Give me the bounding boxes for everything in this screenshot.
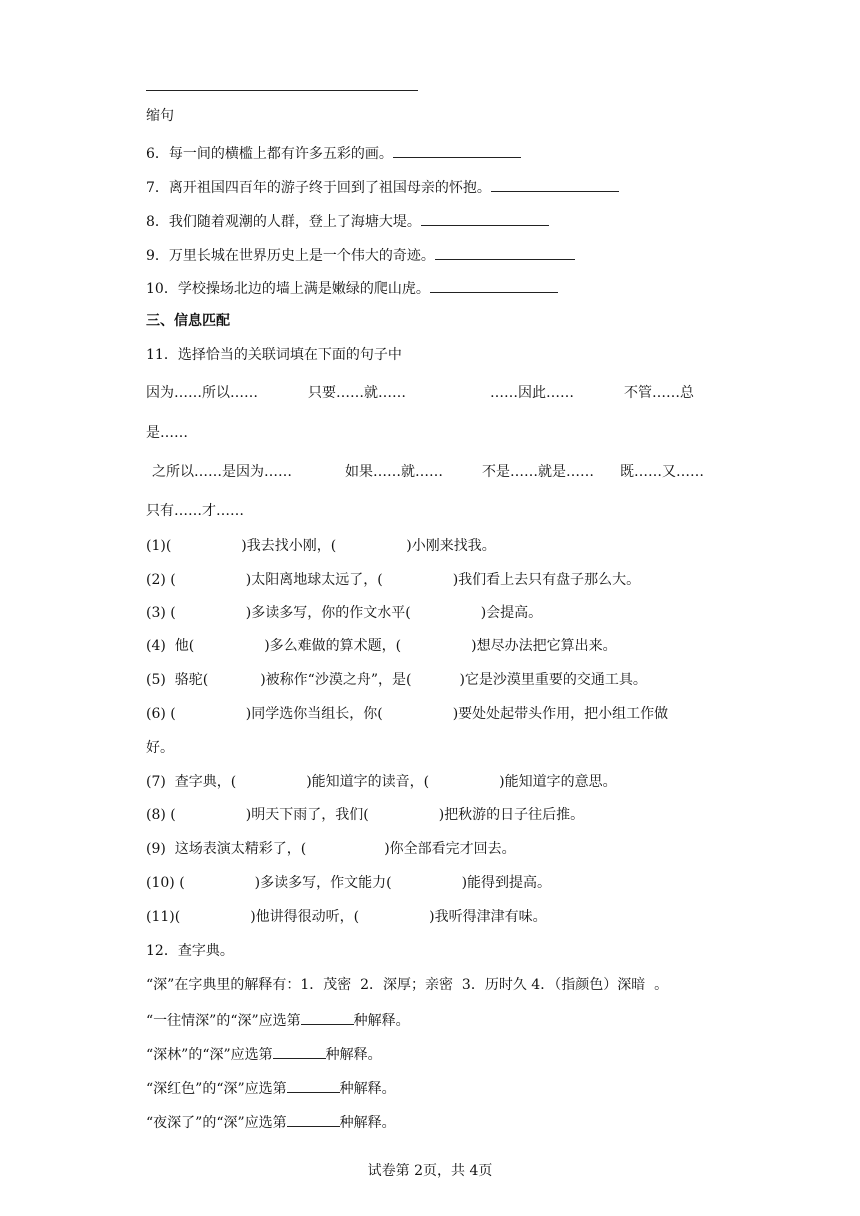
item-text: 8．我们随着观潮的人群，登上了海塘大堤。 <box>146 214 421 230</box>
item-text: 6．每一间的横槛上都有许多五彩的画。 <box>146 146 393 162</box>
question-11-item <box>146 806 584 824</box>
section-heading: 缩句 <box>146 108 174 124</box>
item-text: (7) 查字典，( <box>146 774 237 790</box>
item-text: (4) 他( <box>146 638 195 654</box>
question-11-item <box>146 537 496 555</box>
item-text: )我们看上去只有盘子那么大。 <box>452 572 641 588</box>
item-text: “一往情深”的“深”应选第 <box>146 1013 301 1029</box>
question-12-line <box>146 1010 410 1030</box>
item-text: )能知道字的意思。 <box>499 774 617 790</box>
answer-blank[interactable] <box>421 211 549 226</box>
item-text: (5) 骆驼( <box>146 672 209 688</box>
item-text: 种解释。 <box>325 1047 382 1063</box>
question-12-line <box>146 1078 396 1098</box>
question-12-line <box>146 1044 382 1064</box>
conjunction-option: 只要……就…… <box>308 385 406 401</box>
item-text: )明天下雨了，我们( <box>245 807 369 823</box>
item-text: )他讲得很动听，( <box>250 909 360 925</box>
answer-blank[interactable] <box>430 278 558 293</box>
conjunction-option: 只有……才…… <box>146 503 244 519</box>
conjunction-option: 之所以……是因为…… <box>152 464 292 480</box>
item-text: (8) ( <box>146 807 176 823</box>
conjunction-option: ……因此…… <box>490 385 574 401</box>
item-text: (6) ( <box>146 706 176 722</box>
answer-blank[interactable] <box>287 1112 340 1127</box>
answer-blank[interactable] <box>301 1010 354 1025</box>
item-text: )小刚来找我。 <box>406 538 496 554</box>
item-text: “深林”的“深”应选第 <box>146 1047 273 1063</box>
shrink-item-7 <box>146 177 619 197</box>
conjunction-option: 既……又…… <box>620 464 704 480</box>
question-11-item <box>146 571 640 589</box>
question-11-prompt: 11．选择恰当的关联词填在下面的句子中 <box>146 347 402 363</box>
item-text: (10) ( <box>146 875 185 891</box>
question-11-item <box>146 671 647 689</box>
item-text: (11)( <box>146 909 181 925</box>
question-11-item <box>146 705 668 723</box>
item-text: 10．学校操场北边的墙上满是嫩绿的爬山虎。 <box>146 281 430 297</box>
item-text: (1)( <box>146 538 172 554</box>
item-text: 7．离开祖国四百年的游子终于回到了祖国母亲的怀抱。 <box>146 180 491 196</box>
question-12-prompt: 12．查字典。 <box>146 943 234 959</box>
question-12-line <box>146 1112 396 1132</box>
question-11-item <box>146 840 516 858</box>
question-11-item <box>146 637 617 655</box>
item-text: )被称作“沙漠之舟”，是( <box>260 672 412 688</box>
item-text: )它是沙漠里重要的交通工具。 <box>459 672 647 688</box>
item-text: )能得到提高。 <box>461 875 552 891</box>
section-heading: 三、信息匹配 <box>146 313 230 329</box>
shrink-item-8 <box>146 211 549 231</box>
item-text: )会提高。 <box>480 605 543 621</box>
answer-blank[interactable] <box>491 177 619 192</box>
item-text: (9) 这场表演太精彩了，( <box>146 841 307 857</box>
item-text: “深红色”的“深”应选第 <box>146 1081 287 1097</box>
item-text: )想尽办法把它算出来。 <box>471 638 617 654</box>
item-text: )多读多写，作文能力( <box>254 875 392 891</box>
conjunction-option: 如果……就…… <box>345 464 443 480</box>
item-text: )太阳离地球太远了，( <box>245 572 383 588</box>
answer-blank[interactable] <box>435 245 575 260</box>
conjunction-option: 不管……总 <box>624 385 694 401</box>
item-text: )我去找小刚，( <box>241 538 337 554</box>
page-footer: 试卷第 2页，共 4页 <box>367 1163 493 1179</box>
question-11-item <box>146 604 542 622</box>
item-text: )我听得津津有味。 <box>429 909 547 925</box>
item-text: )同学选你当组长，你( <box>245 706 383 722</box>
shrink-item-9 <box>146 245 575 265</box>
item-text: 种解释。 <box>353 1013 410 1029</box>
item-text: )多读多写，你的作文水平( <box>245 605 411 621</box>
conjunction-option: 因为……所以…… <box>146 385 258 401</box>
shrink-item-6 <box>146 143 521 163</box>
conjunction-option: 不是……就是…… <box>482 464 594 480</box>
answer-blank[interactable] <box>287 1078 340 1093</box>
item-text: “夜深了”的“深”应选第 <box>146 1115 287 1131</box>
item-text: )你全部看完才回去。 <box>384 841 516 857</box>
question-11-item-wrap: 好。 <box>146 740 174 756</box>
question-11-item <box>146 874 551 892</box>
item-text: )多么难做的算术题，( <box>264 638 402 654</box>
answer-blank[interactable] <box>393 143 521 158</box>
question-12-definition: “深”在字典里的解释有：1．茂密 2．深厚；亲密 3．历时久 4．（指颜色）深暗 。 <box>146 977 669 993</box>
item-text: )要处处起带头作用，把小组工作做 <box>452 706 669 722</box>
item-text: 种解释。 <box>339 1115 396 1131</box>
shrink-item-10 <box>146 278 558 298</box>
answer-blank[interactable] <box>273 1044 326 1059</box>
conjunction-option-wrap: 是…… <box>146 425 188 441</box>
item-text: (2) ( <box>146 572 176 588</box>
answer-line <box>146 90 418 91</box>
question-11-item <box>146 773 617 791</box>
item-text: )把秋游的日子往后推。 <box>438 807 585 823</box>
item-text: (3) ( <box>146 605 176 621</box>
question-11-item <box>146 908 547 926</box>
item-text: 种解释。 <box>339 1081 396 1097</box>
item-text: )能知道字的读音，( <box>306 774 430 790</box>
item-text: 9．万里长城在世界历史上是一个伟大的奇迹。 <box>146 248 435 264</box>
